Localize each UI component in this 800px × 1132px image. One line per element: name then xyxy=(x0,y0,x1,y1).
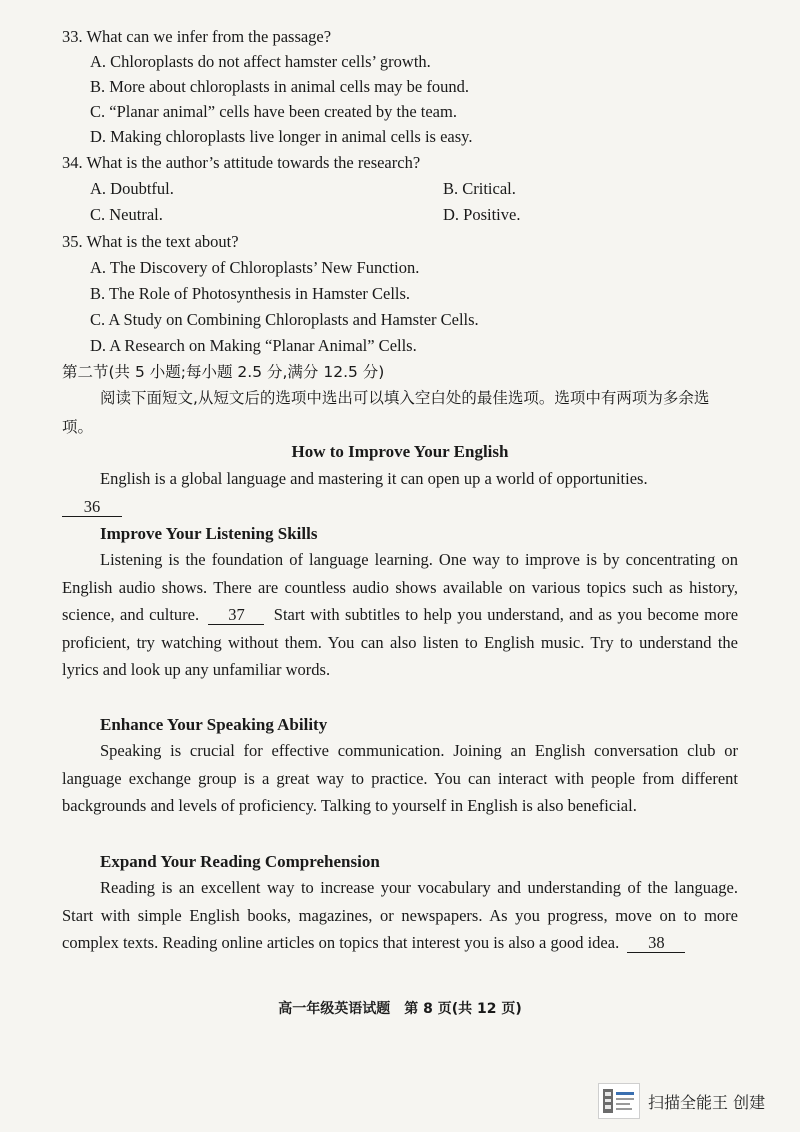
section-2-header: 第二节(共 5 小题;每小题 2.5 分,满分 12.5 分) xyxy=(62,363,385,381)
question-35-stem: 35. What is the text about? xyxy=(62,232,239,251)
question-33-option-c: C. “Planar animal” cells have been created by the team. xyxy=(90,102,457,121)
article-intro-paragraph xyxy=(62,465,738,520)
listening-heading: Improve Your Listening Skills xyxy=(100,524,318,543)
question-35-option-c: C. A Study on Combining Chloroplasts and Hamster Cells. xyxy=(90,310,479,329)
scanner-watermark-text: 扫描全能王 创建 xyxy=(648,1092,766,1112)
article-intro-text: English is a global language and mastering it can open up a world of opportunities. xyxy=(100,469,648,488)
question-35-option-b: B. The Role of Photosynthesis in Hamster Cells. xyxy=(90,284,411,303)
question-33-option-b: B. More about chloroplasts in animal cells may be found. xyxy=(90,77,469,96)
question-35-option-d: D. A Research on Making “Planar Animal” Cells. xyxy=(90,336,417,355)
reading-paragraph xyxy=(62,874,738,957)
speaking-text: Speaking is crucial for effective communication. Joining an English conversation club or language exchange group is a great way to practice. You can interact with people from different backgrounds and levels of proficiency. Talking to yourself in English is also beneficial. xyxy=(62,741,738,815)
reading-text: Reading is an excellent way to increase your vocabulary and understanding of the language. Start with simple English books, magazines, or newspapers. As you progress, move on to more complex texts. Reading online articles on topics that interest you is also a good idea. xyxy=(62,878,738,952)
blank-36: 36 xyxy=(62,497,122,517)
blank-37: 37 xyxy=(208,605,264,625)
scanner-logo-icon xyxy=(598,1083,640,1119)
listening-text-1: Listening is the foundation of language learning. One way to improve is by concentrating on English audio shows. There are countless audio shows available on various topics such as history, science, and culture. xyxy=(62,550,738,624)
blank-38: 38 xyxy=(627,933,685,953)
question-33-stem: 33. What can we infer from the passage? xyxy=(62,27,332,46)
speaking-paragraph xyxy=(62,737,738,820)
question-34-stem: 34. What is the author’s attitude towards the research? xyxy=(62,153,421,172)
article-title: How to Improve Your English xyxy=(291,442,509,461)
question-34-option-b: B. Critical. xyxy=(443,179,516,198)
section-2-instruction: 阅读下面短文,从短文后的选项中选出可以填入空白处的最佳选项。选项中有两项为多余选项。 xyxy=(62,389,710,436)
scanner-watermark xyxy=(598,1083,765,1119)
question-34-option-c: C. Neutral. xyxy=(90,205,163,224)
question-33-option-a: A. Chloroplasts do not affect hamster cells’ growth. xyxy=(90,52,431,71)
reading-heading: Expand Your Reading Comprehension xyxy=(100,852,380,871)
speaking-heading: Enhance Your Speaking Ability xyxy=(100,715,328,734)
page-footer: 高一年级英语试题 第 8 页(共 12 页) xyxy=(278,1001,522,1017)
question-33-option-d: D. Making chloroplasts live longer in animal cells is easy. xyxy=(90,127,473,146)
question-34-option-d: D. Positive. xyxy=(443,205,521,224)
listening-paragraph xyxy=(62,546,738,684)
question-34-option-a: A. Doubtful. xyxy=(90,179,174,198)
question-35-option-a: A. The Discovery of Chloroplasts’ New Function. xyxy=(90,258,420,277)
listening-text-2: Start with subtitles to help you understand, and as you become more proficient, try watching without them. You can also listen to English music. Try to understand the lyrics and look up any unfamiliar words. xyxy=(62,605,739,679)
